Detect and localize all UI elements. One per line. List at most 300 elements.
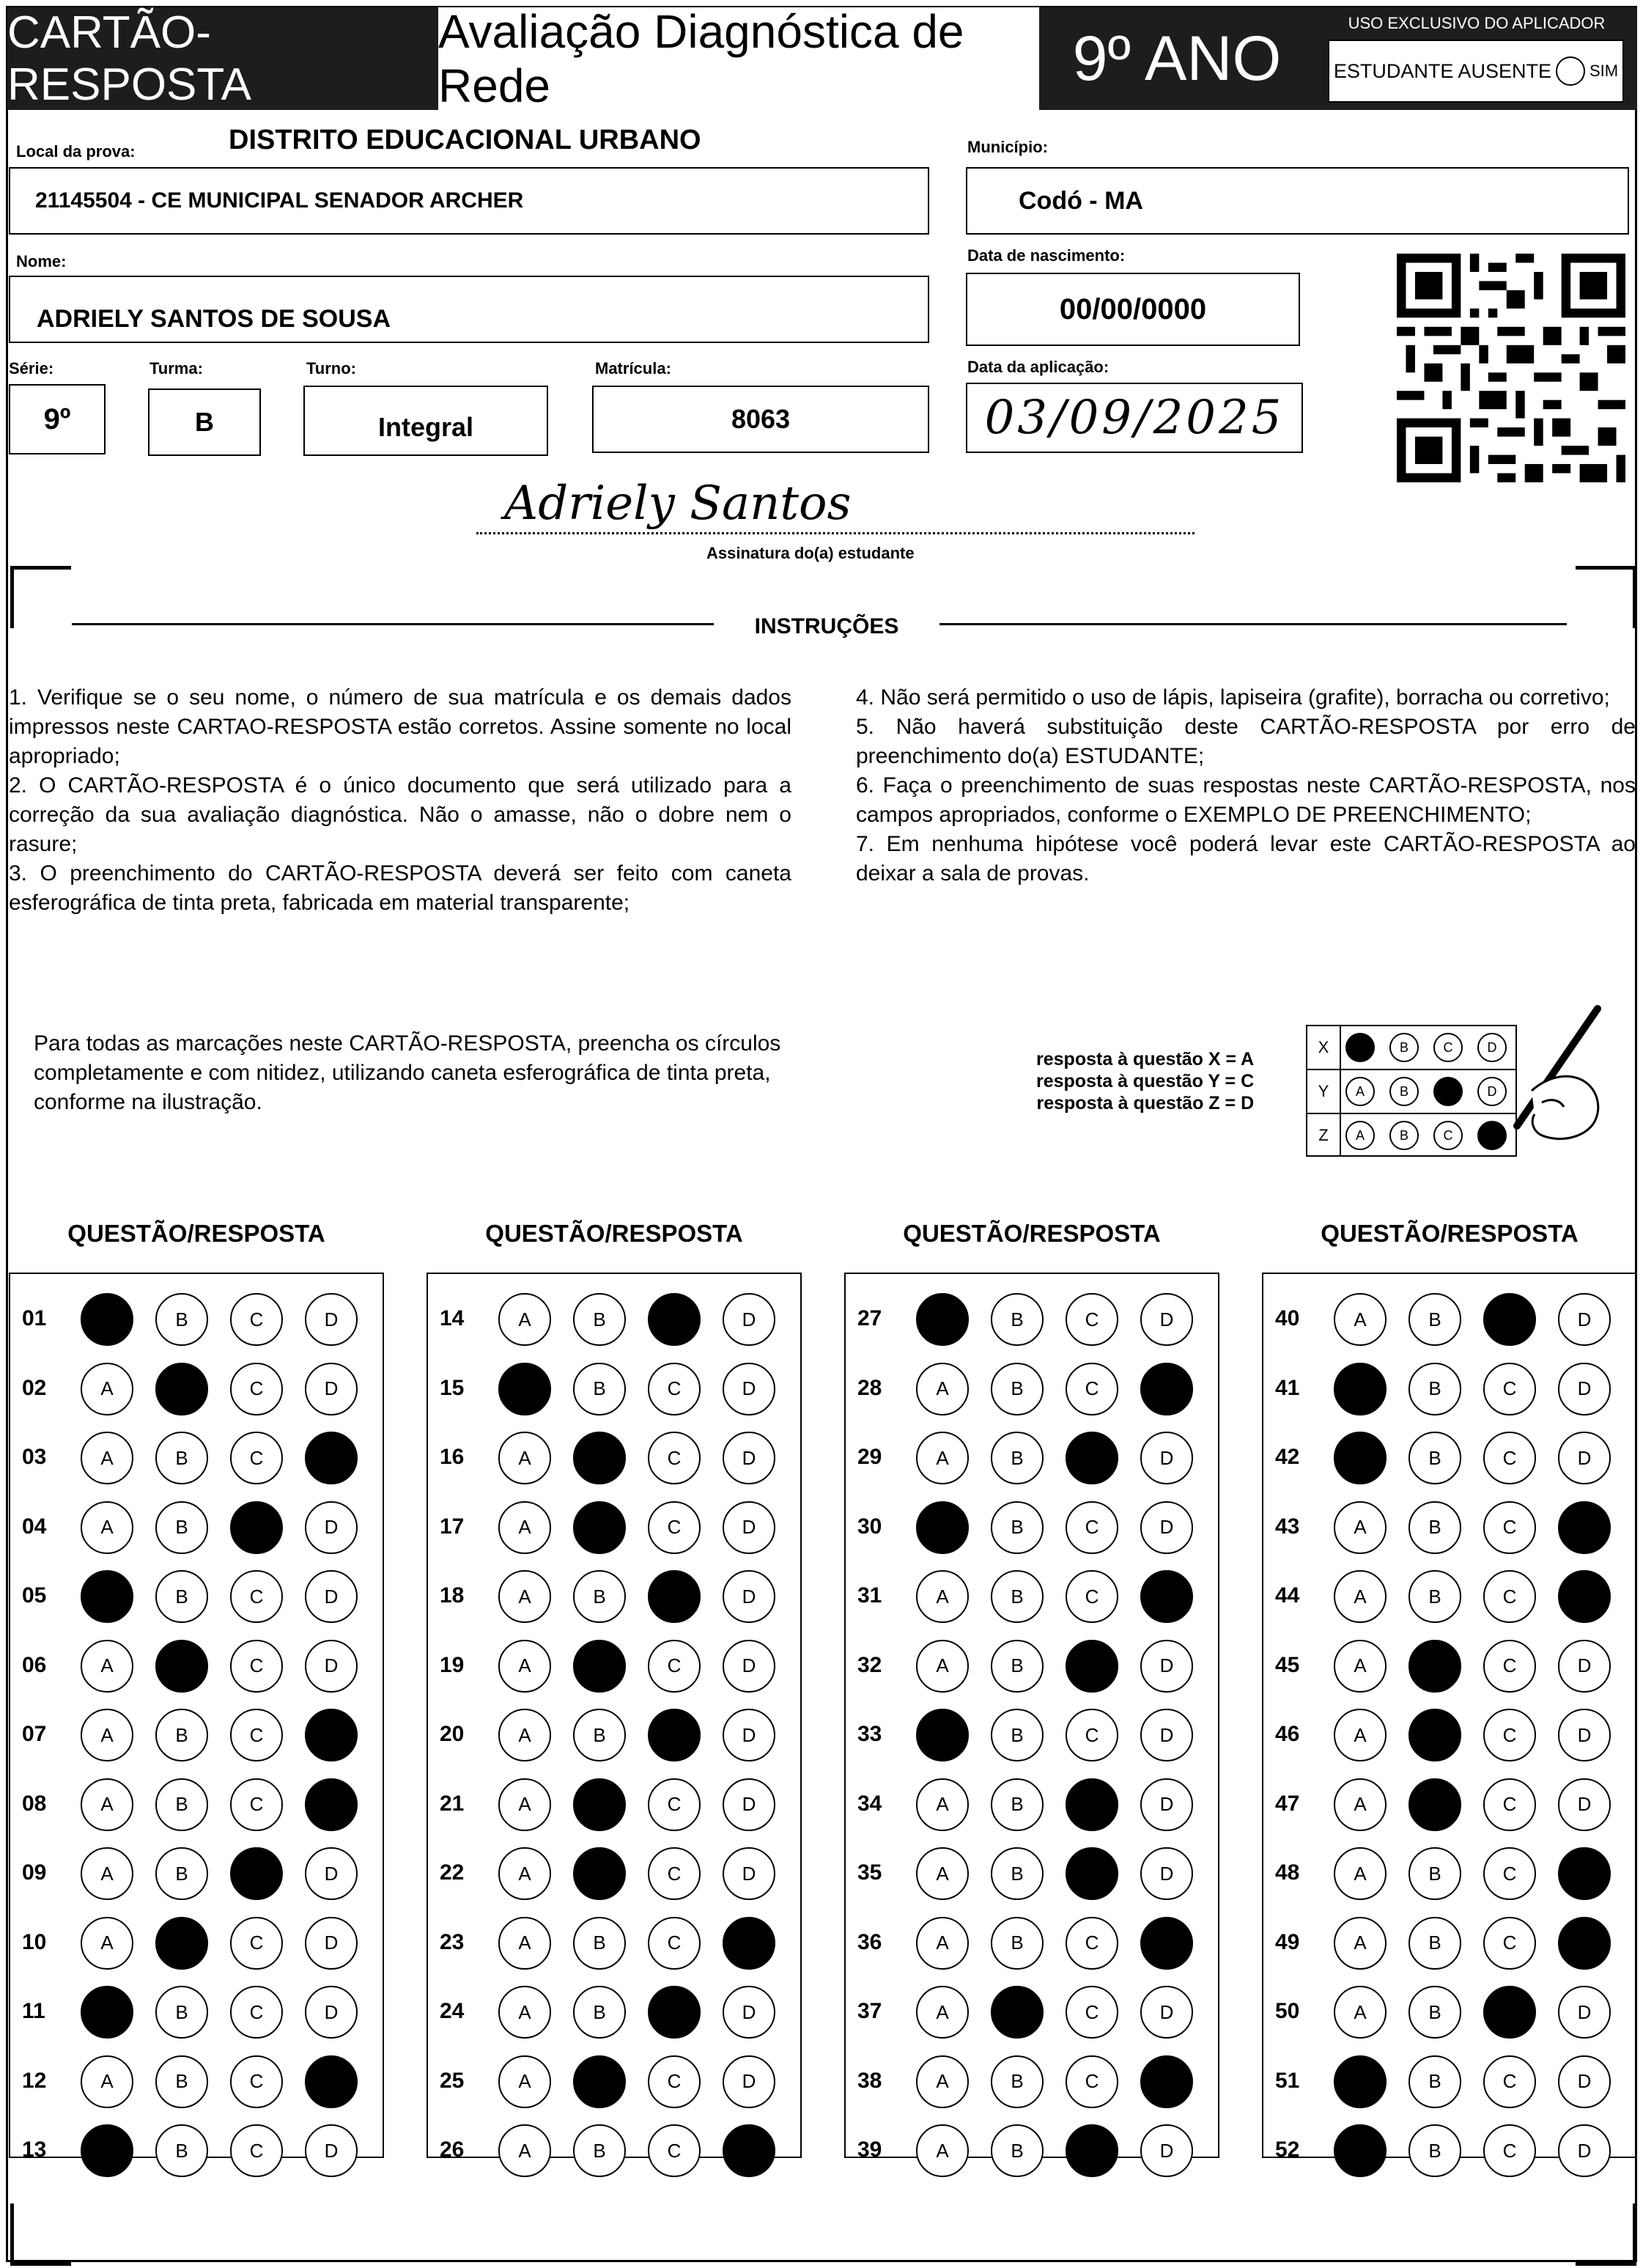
option-letter: B [1011, 1585, 1024, 1608]
answer-bubble-c[interactable] [1066, 1709, 1118, 1761]
answer-bubble-d[interactable] [305, 1570, 358, 1623]
answer-bubble-b[interactable] [1408, 1847, 1461, 1900]
answer-bubble-a[interactable] [916, 1917, 969, 1970]
answer-bubble-b[interactable] [155, 1363, 208, 1415]
answer-bubble-b[interactable] [1408, 2055, 1461, 2108]
option-letter: D [1159, 1793, 1174, 1815]
option-letter: C [1085, 2000, 1099, 2023]
answer-row [1262, 1570, 1637, 1623]
answer-bubble-c[interactable] [648, 1293, 701, 1346]
answer-bubble-c[interactable] [230, 1640, 283, 1693]
answer-bubble-d[interactable] [1558, 1501, 1611, 1554]
answer-bubble-b[interactable] [155, 1986, 208, 2039]
answer-bubble-b[interactable] [991, 1293, 1044, 1346]
answer-bubble-a[interactable] [1334, 2055, 1387, 2108]
answer-bubble-c[interactable] [648, 2124, 701, 2177]
answer-bubble-a[interactable] [498, 2055, 551, 2108]
answer-bubble-a[interactable] [81, 1432, 133, 1484]
option-letter: D [1159, 1862, 1174, 1885]
answer-bubble-b[interactable] [1408, 1363, 1461, 1415]
option-letter: D [1577, 1377, 1592, 1399]
answer-row [844, 1363, 1219, 1415]
answer-bubble-c[interactable] [1483, 1293, 1536, 1346]
answer-bubble-d[interactable] [305, 1432, 358, 1484]
answer-bubble-a[interactable] [916, 1363, 969, 1415]
option-letter: C [667, 2139, 682, 2162]
question-number: 23 [440, 1929, 465, 1954]
answer-bubble-a[interactable] [81, 1501, 133, 1554]
answer-bubble-b[interactable] [573, 1709, 626, 1761]
answer-bubble-b[interactable] [991, 1986, 1044, 2039]
answer-bubble-a[interactable] [498, 2124, 551, 2177]
option-letter: A [518, 1446, 531, 1469]
answer-bubble-c[interactable] [1066, 1640, 1118, 1693]
answer-bubble-d[interactable] [723, 1847, 775, 1900]
answer-bubble-a[interactable] [1334, 2124, 1387, 2177]
answer-bubble-c[interactable] [648, 1709, 701, 1761]
answer-bubble-c[interactable] [648, 1986, 701, 2039]
answer-bubble-c[interactable] [648, 1778, 701, 1831]
option-letter: A [518, 1932, 531, 1954]
answer-bubble-c[interactable] [1483, 1501, 1536, 1554]
option-letter: B [1011, 1723, 1024, 1746]
answer-bubble-c[interactable] [1483, 2124, 1536, 2177]
option-letter: C [249, 1932, 264, 1954]
answer-bubble-a[interactable] [81, 1363, 133, 1415]
answer-row [844, 1917, 1219, 1970]
answer-bubble-d[interactable] [1558, 1363, 1611, 1415]
answer-bubble-a[interactable] [1334, 1778, 1387, 1831]
answer-row [427, 1709, 802, 1761]
answer-bubble-a[interactable] [916, 2055, 969, 2108]
example-row [1307, 1114, 1515, 1157]
answer-bubble-a[interactable] [81, 1570, 133, 1623]
turma-label: Turma: [149, 359, 203, 378]
example-bubble-b: B [1389, 1077, 1419, 1106]
question-number: 46 [1275, 1722, 1300, 1746]
answer-bubble-d[interactable] [305, 1778, 358, 1831]
answer-bubble-d[interactable] [1140, 1917, 1193, 1970]
answer-bubble-a[interactable] [498, 1432, 551, 1484]
answer-bubble-b[interactable] [991, 1640, 1044, 1693]
answer-bubble-a[interactable] [81, 1847, 133, 1900]
answer-bubble-d[interactable] [723, 1293, 775, 1346]
answer-bubble-d[interactable] [723, 2055, 775, 2108]
answer-bubble-b[interactable] [155, 1501, 208, 1554]
answer-bubble-c[interactable] [1483, 1778, 1536, 1831]
answer-bubble-d[interactable] [723, 1501, 775, 1554]
answer-bubble-d[interactable] [305, 1363, 358, 1415]
answer-bubble-c[interactable] [1066, 1570, 1118, 1623]
answer-bubble-d[interactable] [723, 1986, 775, 2039]
answer-bubble-d[interactable] [305, 1640, 358, 1693]
answer-bubble-a[interactable] [916, 2124, 969, 2177]
answer-bubble-c[interactable] [648, 1501, 701, 1554]
answer-bubble-c[interactable] [230, 1986, 283, 2039]
answer-bubble-b[interactable] [991, 1501, 1044, 1554]
answer-row [844, 1640, 1219, 1693]
answer-bubble-d[interactable] [1140, 1709, 1193, 1761]
answer-bubble-a[interactable] [1334, 1709, 1387, 1761]
answer-bubble-b[interactable] [991, 1778, 1044, 1831]
answer-bubble-c[interactable] [1066, 1363, 1118, 1415]
answer-bubble-a[interactable] [1334, 1640, 1387, 1693]
answer-bubble-a[interactable] [498, 1986, 551, 2039]
answer-bubble-a[interactable] [81, 1640, 133, 1693]
answer-bubble-b[interactable] [155, 1847, 208, 1900]
answer-bubble-c[interactable] [648, 1570, 701, 1623]
option-letter: A [518, 1862, 531, 1885]
answer-bubble-c[interactable] [230, 2055, 283, 2108]
answer-bubble-c[interactable] [1066, 2124, 1118, 2177]
answer-bubble-a[interactable] [498, 1293, 551, 1346]
answer-bubble-c[interactable] [1066, 1432, 1118, 1484]
aplicacao-field[interactable] [966, 383, 1303, 453]
answer-bubble-d[interactable] [1140, 1847, 1193, 1900]
answer-bubble-b[interactable] [991, 1709, 1044, 1761]
option-letter: C [1085, 1377, 1099, 1399]
instructions-right: 4. Não será permitido o uso de lápis, lapiseira (grafite), borracha ou corretivo; 5. Não haverá substituição deste CARTÃO-RESPOSTA por erro de preenchimento do(a) ESTUDANTE; 6. Faça o preenchimento de suas respostas neste CARTÃO-RESPOSTA, nos campos apropriados, conforme o EXEMPLO DE PREENCHIMENTO; 7. Em nenhuma hipótese você poderá levar este CARTÃO-RESPOSTA ao deixar a sala de provas. [856, 685, 1636, 886]
evaluation-title: Avaliação Diagnóstica de Rede [438, 7, 1039, 110]
answer-bubble-b[interactable] [1408, 1709, 1461, 1761]
answer-bubble-c[interactable] [648, 1847, 701, 1900]
question-number: 44 [1275, 1583, 1300, 1608]
answer-bubble-c[interactable] [1066, 1778, 1118, 1831]
answer-bubble-b[interactable] [1408, 1986, 1461, 2039]
answer-bubble-c[interactable] [230, 1570, 283, 1623]
answer-bubble-a[interactable] [498, 1847, 551, 1900]
option-letter: A [936, 2070, 949, 2092]
answer-bubble-d[interactable] [1140, 1570, 1193, 1623]
question-number: 49 [1275, 1929, 1300, 1954]
answer-bubble-c[interactable] [1483, 1363, 1536, 1415]
option-letter: D [324, 1932, 339, 1954]
example-bubble-c: C [1433, 1121, 1463, 1150]
answer-bubble-a[interactable] [916, 1640, 969, 1693]
option-letter: C [249, 1654, 264, 1676]
answer-bubble-b[interactable] [155, 1917, 208, 1970]
answer-bubble-c[interactable] [230, 1847, 283, 1900]
answer-bubble-b[interactable] [155, 1640, 208, 1693]
answer-bubble-d[interactable] [723, 1640, 775, 1693]
answer-bubble-a[interactable] [916, 1778, 969, 1831]
answer-bubble-a[interactable] [916, 1986, 969, 2039]
answer-bubble-c[interactable] [1483, 1640, 1536, 1693]
answer-bubble-b[interactable] [1408, 1432, 1461, 1484]
municipio-value: Codó - MA [1019, 186, 1143, 215]
answer-bubble-c[interactable] [1483, 2055, 1536, 2108]
question-number: 37 [857, 1999, 882, 2023]
answer-bubble-b[interactable] [155, 1432, 208, 1484]
answer-bubble-d[interactable] [1140, 1293, 1193, 1346]
answer-bubble-a[interactable] [916, 1432, 969, 1484]
answer-bubble-d[interactable] [1140, 1640, 1193, 1693]
answer-bubble-b[interactable] [991, 1847, 1044, 1900]
answer-bubble-c[interactable] [1483, 1570, 1536, 1623]
answer-bubble-d[interactable] [1558, 1778, 1611, 1831]
answer-bubble-c[interactable] [648, 1432, 701, 1484]
answer-bubble-b[interactable] [155, 1709, 208, 1761]
example-bubble-d: D [1477, 1033, 1507, 1062]
question-number: 11 [22, 1999, 45, 2023]
answer-bubble-c[interactable] [648, 1640, 701, 1693]
option-letter: C [1502, 1654, 1517, 1676]
card-title: CARTÃO-RESPOSTA [7, 7, 438, 110]
legend-y: resposta à questão Y = C [1036, 1071, 1255, 1091]
answer-bubble-b[interactable] [573, 1501, 626, 1554]
answer-bubble-c[interactable] [230, 1293, 283, 1346]
answer-bubble-d[interactable] [723, 1570, 775, 1623]
option-letter: B [1428, 2139, 1441, 2162]
answer-bubble-b[interactable] [991, 1917, 1044, 1970]
option-letter: A [936, 1862, 949, 1885]
question-number: 39 [857, 2138, 882, 2162]
local-field [9, 167, 929, 235]
answer-bubble-b[interactable] [155, 2055, 208, 2108]
option-letter: B [175, 2070, 188, 2092]
answer-bubble-b[interactable] [1408, 1778, 1461, 1831]
answer-bubble-c[interactable] [648, 1363, 701, 1415]
answer-bubble-b[interactable] [991, 2055, 1044, 2108]
option-letter: A [1354, 1516, 1367, 1538]
option-letter: D [1159, 1654, 1174, 1676]
answer-bubble-a[interactable] [1334, 1917, 1387, 1970]
answer-bubble-b[interactable] [573, 1986, 626, 2039]
answer-bubble-a[interactable] [916, 1709, 969, 1761]
answer-bubble-a[interactable] [498, 1363, 551, 1415]
answer-bubble-c[interactable] [230, 1778, 283, 1831]
answer-bubble-a[interactable] [1334, 1363, 1387, 1415]
column-header: QUESTÃO/RESPOSTA [903, 1220, 1161, 1247]
answer-bubble-a[interactable] [1334, 1986, 1387, 2039]
answer-bubble-d[interactable] [1558, 1986, 1611, 2039]
answer-bubble-b[interactable] [991, 1363, 1044, 1415]
answer-bubble-a[interactable] [81, 2055, 133, 2108]
answer-bubble-c[interactable] [1483, 1432, 1536, 1484]
answer-bubble-a[interactable] [916, 1293, 969, 1346]
question-number: 14 [440, 1306, 465, 1330]
answer-bubble-a[interactable] [1334, 1293, 1387, 1346]
answer-bubble-d[interactable] [723, 1709, 775, 1761]
answer-bubble-b[interactable] [991, 1432, 1044, 1484]
question-number: 28 [857, 1375, 882, 1400]
answer-bubble-b[interactable] [573, 1917, 626, 1970]
answer-bubble-d[interactable] [1558, 1432, 1611, 1484]
option-letter: B [175, 2000, 188, 2023]
option-letter: B [175, 2139, 188, 2162]
answer-bubble-c[interactable] [1066, 1293, 1118, 1346]
answer-bubble-d[interactable] [1558, 1640, 1611, 1693]
answer-bubble-a[interactable] [498, 1917, 551, 1970]
option-letter: C [1502, 1723, 1517, 1746]
option-letter: B [1428, 1516, 1441, 1538]
answer-bubble-d[interactable] [1140, 1778, 1193, 1831]
option-letter: A [100, 1654, 114, 1676]
answer-bubble-c[interactable] [230, 1917, 283, 1970]
answer-bubble-a[interactable] [498, 1501, 551, 1554]
option-letter: C [249, 1308, 264, 1330]
answer-bubble-d[interactable] [305, 1986, 358, 2039]
answer-bubble-a[interactable] [916, 1847, 969, 1900]
answer-bubble-a[interactable] [81, 1986, 133, 2039]
question-number: 19 [440, 1652, 465, 1677]
answer-bubble-a[interactable] [81, 1293, 133, 1346]
option-letter: D [742, 1585, 756, 1608]
answer-row [9, 1640, 384, 1693]
answer-bubble-a[interactable] [498, 1640, 551, 1693]
answer-bubble-b[interactable] [573, 1640, 626, 1693]
grade-badge: 9º ANO [1039, 7, 1315, 110]
answer-row [427, 1917, 802, 1970]
answer-bubble-d[interactable] [305, 1917, 358, 1970]
answer-bubble-b[interactable] [1408, 2124, 1461, 2177]
answer-bubble-c[interactable] [230, 1363, 283, 1415]
answer-bubble-b[interactable] [1408, 1501, 1461, 1554]
answer-bubble-d[interactable] [723, 1363, 775, 1415]
answer-row [1262, 1293, 1637, 1346]
answer-bubble-c[interactable] [230, 1709, 283, 1761]
answer-bubble-b[interactable] [991, 2124, 1044, 2177]
answer-bubble-c[interactable] [230, 1501, 283, 1554]
answer-bubble-a[interactable] [916, 1501, 969, 1554]
answer-bubble-c[interactable] [1066, 1917, 1118, 1970]
answer-bubble-a[interactable] [81, 1778, 133, 1831]
answer-bubble-b[interactable] [155, 1570, 208, 1623]
answer-bubble-c[interactable] [1066, 1847, 1118, 1900]
answer-bubble-b[interactable] [1408, 1640, 1461, 1693]
answer-bubble-d[interactable] [305, 1709, 358, 1761]
absent-option: SIM [1589, 62, 1619, 80]
answer-bubble-d[interactable] [723, 1778, 775, 1831]
answer-bubble-b[interactable] [1408, 1570, 1461, 1623]
answer-bubble-c[interactable] [648, 1917, 701, 1970]
option-letter: D [1577, 1723, 1592, 1746]
answer-bubble-d[interactable] [305, 2055, 358, 2108]
answer-bubble-c[interactable] [1483, 1709, 1536, 1761]
answer-bubble-d[interactable] [1140, 1432, 1193, 1484]
answer-bubble-d[interactable] [1140, 1501, 1193, 1554]
absent-bubble[interactable] [1556, 56, 1585, 86]
answer-bubble-d[interactable] [723, 1917, 775, 1970]
answer-row [1262, 1778, 1637, 1831]
answer-bubble-b[interactable] [1408, 1293, 1461, 1346]
answer-bubble-c[interactable] [1483, 1847, 1536, 1900]
answer-bubble-c[interactable] [1066, 1501, 1118, 1554]
option-letter: A [100, 2070, 114, 2092]
option-letter: B [175, 1585, 188, 1608]
answer-bubble-d[interactable] [1140, 1986, 1193, 2039]
answer-row [1262, 1986, 1637, 2039]
answer-bubble-c[interactable] [1066, 2055, 1118, 2108]
option-letter: A [100, 1377, 114, 1399]
answer-bubble-a[interactable] [81, 2124, 133, 2177]
answer-bubble-b[interactable] [573, 1363, 626, 1415]
option-letter: D [1159, 1723, 1174, 1746]
example-bubble-a: A [1345, 1077, 1375, 1106]
answer-bubble-d[interactable] [1140, 2124, 1193, 2177]
answer-bubble-d[interactable] [1558, 1709, 1611, 1761]
answer-row [427, 1847, 802, 1900]
answer-bubble-d[interactable] [1140, 1363, 1193, 1415]
answer-bubble-d[interactable] [305, 1293, 358, 1346]
answer-bubble-d[interactable] [1558, 1917, 1611, 1970]
answer-bubble-d[interactable] [305, 2124, 358, 2177]
answer-bubble-d[interactable] [1558, 1293, 1611, 1346]
answer-row [844, 2124, 1219, 2177]
answer-bubble-a[interactable] [1334, 1847, 1387, 1900]
answer-bubble-a[interactable] [498, 1570, 551, 1623]
question-number: 43 [1275, 1514, 1300, 1539]
answer-bubble-b[interactable] [155, 2124, 208, 2177]
question-number: 26 [440, 2138, 465, 2162]
answer-bubble-c[interactable] [230, 1432, 283, 1484]
option-letter: A [518, 1654, 531, 1676]
option-letter: D [742, 1654, 756, 1676]
answer-bubble-b[interactable] [573, 1847, 626, 1900]
answer-bubble-b[interactable] [991, 1570, 1044, 1623]
option-letter: C [1502, 2070, 1517, 2092]
answer-bubble-d[interactable] [305, 1847, 358, 1900]
answer-bubble-c[interactable] [648, 2055, 701, 2108]
answer-bubble-d[interactable] [1558, 2124, 1611, 2177]
answer-row [9, 1293, 384, 1346]
answer-bubble-b[interactable] [155, 1293, 208, 1346]
answer-bubble-a[interactable] [81, 1917, 133, 1970]
option-letter: D [742, 2000, 756, 2023]
answer-bubble-c[interactable] [1483, 1986, 1536, 2039]
answer-bubble-a[interactable] [498, 1709, 551, 1761]
answer-bubble-a[interactable] [498, 1778, 551, 1831]
answer-bubble-b[interactable] [573, 1293, 626, 1346]
answer-bubble-d[interactable] [723, 1432, 775, 1484]
answer-bubble-a[interactable] [1334, 1570, 1387, 1623]
option-letter: A [1354, 2000, 1367, 2023]
option-letter: A [518, 2070, 531, 2092]
answer-bubble-a[interactable] [1334, 1432, 1387, 1484]
aplicacao-label: Data da aplicação: [967, 358, 1110, 376]
absent-box [1328, 40, 1624, 103]
answer-bubble-d[interactable] [305, 1501, 358, 1554]
answer-bubble-b[interactable] [573, 1432, 626, 1484]
option-letter: C [1085, 1585, 1099, 1608]
answer-bubble-c[interactable] [1483, 1917, 1536, 1970]
answer-bubble-d[interactable] [723, 2124, 775, 2177]
answer-bubble-a[interactable] [81, 1709, 133, 1761]
example-row-label: Z [1307, 1114, 1341, 1157]
answer-bubble-b[interactable] [1408, 1917, 1461, 1970]
answer-bubble-b[interactable] [573, 2055, 626, 2108]
answer-bubble-d[interactable] [1558, 1847, 1611, 1900]
answer-bubble-c[interactable] [1066, 1986, 1118, 2039]
answer-row [844, 2055, 1219, 2108]
answer-row [1262, 1501, 1637, 1554]
answer-bubble-a[interactable] [1334, 1501, 1387, 1554]
answer-bubble-d[interactable] [1558, 2055, 1611, 2108]
answer-bubble-c[interactable] [230, 2124, 283, 2177]
option-letter: C [667, 1516, 682, 1538]
answer-bubble-a[interactable] [916, 1570, 969, 1623]
answer-bubble-d[interactable] [1558, 1570, 1611, 1623]
answer-bubble-b[interactable] [155, 1778, 208, 1831]
option-letter: C [1502, 1446, 1517, 1469]
answer-bubble-b[interactable] [573, 2124, 626, 2177]
option-letter: B [1011, 1932, 1024, 1954]
answer-bubble-b[interactable] [573, 1570, 626, 1623]
answer-bubble-b[interactable] [573, 1778, 626, 1831]
answer-bubble-d[interactable] [1140, 2055, 1193, 2108]
question-number: 48 [1275, 1860, 1300, 1885]
question-number: 51 [1275, 2068, 1300, 2093]
